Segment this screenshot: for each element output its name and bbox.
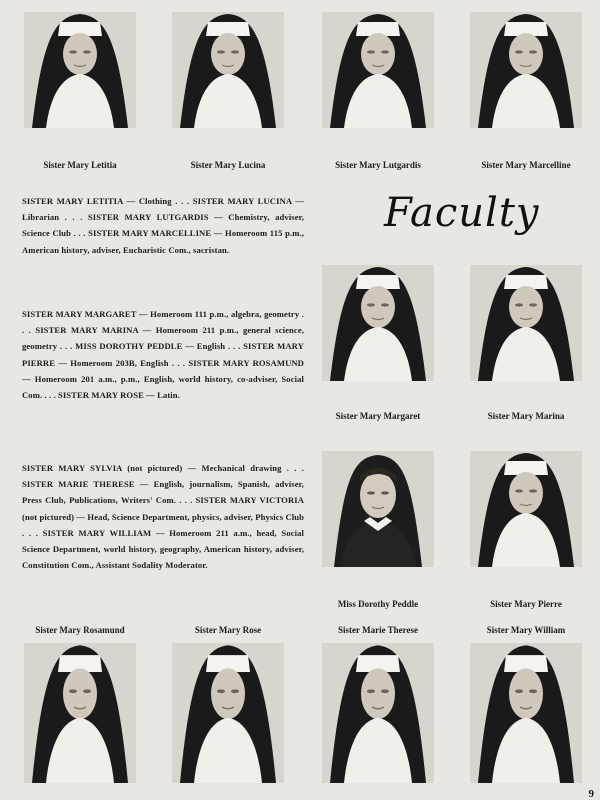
portrait-sister-mary-marina xyxy=(470,265,582,381)
caption-sister-mary-lutgardis: Sister Mary Lutgardis xyxy=(335,160,421,170)
portrait-sister-mary-lutgardis xyxy=(322,12,434,128)
portrait-sister-mary-rosamund xyxy=(24,643,136,783)
caption-sister-mary-pierre: Sister Mary Pierre xyxy=(490,599,562,609)
page-heading: Faculty xyxy=(384,190,540,236)
portrait-sister-marie-therese xyxy=(322,643,434,783)
portrait-sister-mary-margaret xyxy=(322,265,434,381)
caption-sister-mary-lucina: Sister Mary Lucina xyxy=(190,160,266,170)
portrait-sister-mary-pierre xyxy=(470,451,582,567)
faculty-paragraph-1: SISTER MARY LETITIA — Clothing . . . SISTER MARY LUCINA — Librarian . . . SISTER MARY LUTGARDIS — Chemistry, adviser, Science Club . . . SISTER MARY MARCELLINE — Homeroom 115 p.m., American history, adviser, Eucharistic Com., sacristan. xyxy=(22,196,304,255)
caption-sister-mary-william: Sister Mary William xyxy=(486,625,566,635)
portrait-sister-mary-rose xyxy=(172,643,284,783)
caption-sister-mary-marina: Sister Mary Marina xyxy=(487,411,565,421)
caption-sister-marie-therese: Sister Marie Therese xyxy=(338,625,418,635)
caption-sister-mary-rose: Sister Mary Rose xyxy=(194,625,262,635)
caption-miss-dorothy-peddle: Miss Dorothy Peddle xyxy=(337,599,419,609)
portrait-sister-mary-letitia xyxy=(24,12,136,128)
caption-sister-mary-margaret: Sister Mary Margaret xyxy=(335,411,421,421)
portrait-sister-mary-marcelline xyxy=(470,12,582,128)
caption-sister-mary-marcelline: Sister Mary Marcelline xyxy=(481,160,571,170)
portrait-miss-dorothy-peddle xyxy=(322,451,434,567)
faculty-paragraph-2: SISTER MARY MARGARET — Homeroom 111 p.m., algebra, geometry . . . SISTER MARY MARINA — Homeroom 211 p.m., general science, geometry . . . MISS DOROTHY PEDDLE — English . . . SISTER MARY PIERRE — Homeroom 203B, English . . . SISTER MARY ROSAMUND — Homeroom 201 a.m., p.m., English, world history, co-adviser, Social Com. . . . SISTER MARY ROSE — Latin. xyxy=(22,309,304,401)
portrait-sister-mary-william xyxy=(470,643,582,783)
page-number: 9 xyxy=(588,788,594,800)
portrait-sister-mary-lucina xyxy=(172,12,284,128)
faculty-paragraph-3: SISTER MARY SYLVIA (not pictured) — Mechanical drawing . . . SISTER MARIE THERESE — English, journalism, Spanish, adviser, Press Club, Publications, Writers' Com. . . . SISTER MARY VICTORIA (not pictured) — Head, Science Department, physics, adviser, Physics Club . . . SISTER MARY WILLIAM — Homeroom 211 a.m., head, Social Science Department, world history, geography, American history, adviser, Constitution Com., Assistant Sodality Moderator. xyxy=(22,463,304,571)
caption-sister-mary-letitia: Sister Mary Letitia xyxy=(43,160,117,170)
caption-sister-mary-rosamund: Sister Mary Rosamund xyxy=(35,625,125,635)
